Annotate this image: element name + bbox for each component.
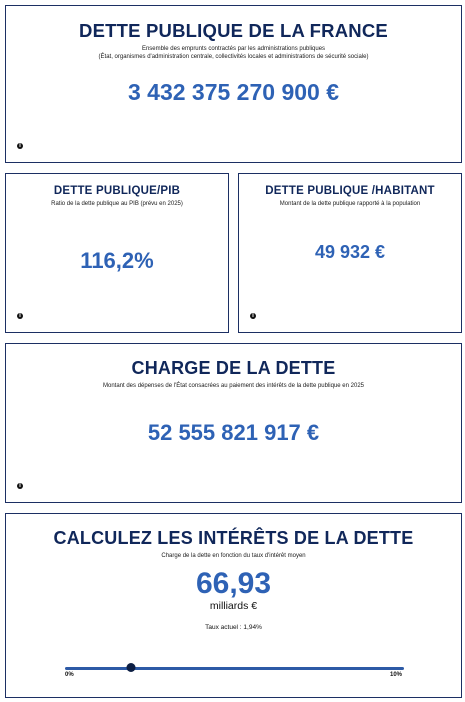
slider-max-label: 10% xyxy=(389,672,402,678)
debt-per-capita-card xyxy=(238,173,462,333)
debt-to-gdp-value: 116,2% xyxy=(80,248,154,273)
total-debt-title: DETTE PUBLIQUE DE LA FRANCE xyxy=(79,20,388,41)
debt-per-capita-value: 49 932 € xyxy=(314,242,386,262)
interest-calculator-result: 66,93 xyxy=(195,567,272,600)
slider-track[interactable] xyxy=(65,667,404,670)
debt-to-gdp-card xyxy=(5,173,229,333)
total-debt-description-line-2: (État, organismes d'administration centrale, collectivités locales et administrations de sécurité sociale) xyxy=(98,54,369,60)
interest-calculator-description: Charge de la dette en fonction du taux d'intérêt moyen xyxy=(161,553,306,559)
interest-rate-slider[interactable] xyxy=(65,662,404,674)
info-icon[interactable]: i xyxy=(17,143,23,149)
interest-calculator-title: CALCULEZ LES INTÉRÊTS DE LA DETTE xyxy=(53,528,414,548)
debt-charge-value: 52 555 821 917 € xyxy=(147,420,320,445)
info-icon[interactable]: i xyxy=(17,483,23,489)
debt-per-capita-description: Montant de la dette publique rapporté à la population xyxy=(279,201,421,207)
debt-to-gdp-title: DETTE PUBLIQUE/PIB xyxy=(53,185,181,197)
debt-to-gdp-description: Ratio de la dette publique au PIB (prévu en 2025) xyxy=(51,201,183,207)
debt-charge-title: CHARGE DE LA DETTE xyxy=(131,358,336,378)
debt-per-capita-title: DETTE PUBLIQUE /HABITANT xyxy=(265,185,435,197)
debt-charge-card xyxy=(5,343,462,503)
total-debt-description-line-1: Ensemble des emprunts contractés par les administrations publiques xyxy=(141,46,326,52)
total-debt-card xyxy=(5,5,462,163)
total-debt-description xyxy=(6,45,461,61)
info-icon[interactable]: i xyxy=(250,313,256,319)
total-debt-value: 3 432 375 270 900 € xyxy=(127,79,340,105)
debt-charge-description: Montant des dépenses de l'État consacrées au paiement des intérêts de la dette publique en 2025 xyxy=(103,383,364,389)
slider-thumb[interactable] xyxy=(126,663,135,672)
slider-min-label: 0% xyxy=(65,672,74,678)
info-icon[interactable]: i xyxy=(17,313,23,319)
interest-calculator-unit: milliards € xyxy=(209,600,258,612)
interest-calculator-card xyxy=(5,513,462,698)
current-rate-label: Taux actuel : 1,94% xyxy=(205,624,262,631)
